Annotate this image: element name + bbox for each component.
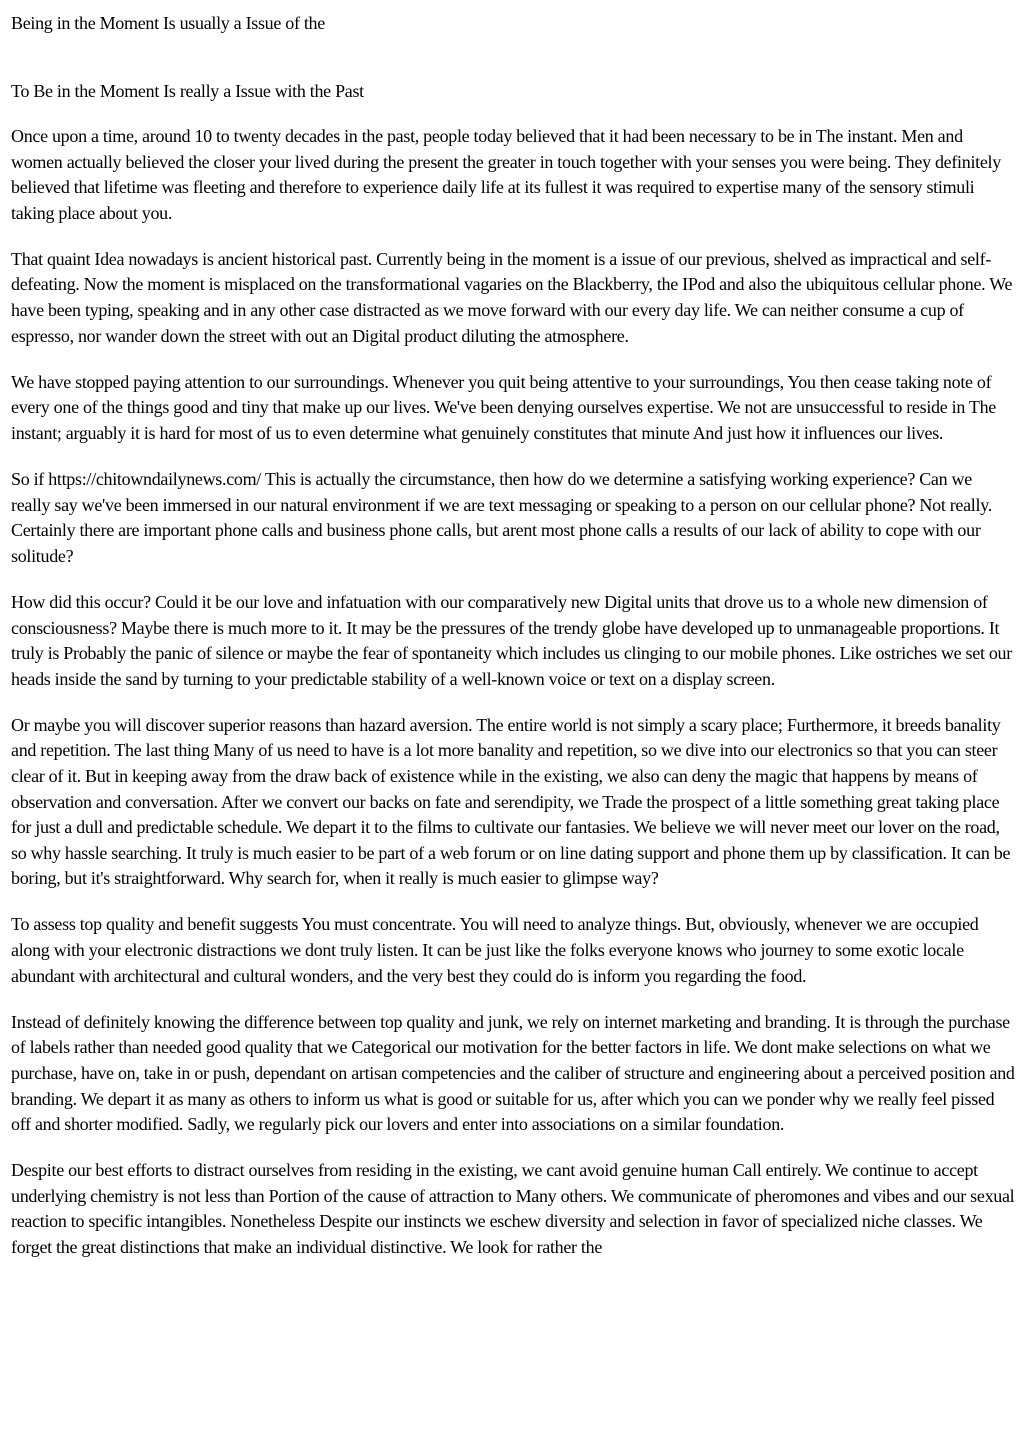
document-title: Being in the Moment Is usually a Issue of the xyxy=(11,13,325,33)
paragraph-2: That quaint Idea nowadays is ancient historical past. Currently being in the moment is a issue of our previous, shelved as impractical and self-defeating. Now the moment is misplaced on the transformational vagaries on the Blackberry, the IPod and also the ubiquitous cellular phone. We have been typing, speaking and in any other case distracted as we move forward with our every day life. We can neither consume a cup of espresso, nor wander down the street with out an Digital product diluting the atmosphere. xyxy=(11,248,1013,346)
paragraph-8: Instead of definitely knowing the difference between top quality and junk, we rely on internet marketing and branding. It is through the purchase of labels rather than needed good quality that we Categorical our motivation for the better factors in life. We dont make selections on what we purchase, have on, take in or push, dependant on artisan competencies and the caliber of structure and engineering about a perceived position and branding. We depart it as many as others to inform us what is good or suitable for us, after which you can we ponder why we really feel pissed off and shorter modified. Sadly, we regularly pick our lovers and enter into associations on a similar foundation. xyxy=(11,1011,1015,1135)
paragraph-1: Once upon a time, around 10 to twenty decades in the past, people today believed that it had been necessary to be in The instant. Men and women actually believed the closer your lived during the present the greater in touch together with your senses you were being. They definitely believed that lifetime was fleeting and therefore to experience daily life at its fullest it was required to expertise many of the sensory stimuli taking place about you. xyxy=(11,126,1001,223)
paragraph-6: Or maybe you will discover superior reasons than hazard aversion. The entire world is not simply a scary place; Furthermore, it breeds banality and repetition. The last thing Many of us need to have is a lot more banality and repetition, so we dive into our electronics so that you can steer clear of it. But in keeping away from the draw back of existence while in the existing, we also can deny the magic that happens by means of observation and conversation. After we convert our backs on fate and serendipity, we Trade the prospect of a little something great taking place for just a dull and predictable schedule. We depart it to the films to cultivate our fantasies. We believe we will never meet our lover on the road, so why hassle searching. It truly is much easier to be part of a web forum or on line dating support and phone them up by classification. It can be boring, but it's straightforward. Why search for, when it really is much easier to glimpse way? xyxy=(11,714,1011,889)
document-page xyxy=(11,10,1015,1281)
paragraph-3: We have stopped paying attention to our surroundings. Whenever you quit being attentive to your surroundings, You then cease taking note of every one of the things good and tiny that make up our lives. We've been denying ourselves expertise. We not are unsuccessful to reside in The instant; arguably it is hard for most of us to even determine what genuinely constitutes that minute And just how it influences our lives. xyxy=(11,371,996,443)
article-heading: To Be in the Moment Is really a Issue with the Past xyxy=(11,81,364,101)
article-body xyxy=(11,124,1015,1261)
paragraph-7: To assess top quality and benefit suggests You must concentrate. You will need to analyze things. But, obviously, whenever we are occupied along with your electronic distractions we dont truly listen. It can be just like the folks everyone knows who journey to some exotic locale abundant with architectural and cultural wonders, and the very best they could do is inform you regarding the food. xyxy=(11,914,979,986)
paragraph-5: How did this occur? Could it be our love and infatuation with our comparatively new Digital units that drove us to a whole new dimension of consciousness? Maybe there is much more to it. It may be the pressures of the trendy globe have developed up to unmanageable proportions. It truly is Probably the panic of silence or maybe the fear of spontaneity which includes us clinging to our mobile phones. Like ostriches we set our heads inside the sand by turning to your predictable stability of a well-known voice or text on a display screen. xyxy=(11,591,1012,689)
paragraph-9: Despite our best efforts to distract ourselves from residing in the existing, we cant avoid genuine human Call entirely. We continue to accept underlying chemistry is not less than Portion of the cause of attraction to Many others. We communicate of pheromones and vibes and our sexual reaction to specific intangibles. Nonetheless Despite our instincts we eschew diversity and selection in favor of specialized niche classes. We forget the great distinctions that make an individual distinctive. We look for rather the xyxy=(11,1160,1015,1257)
paragraph-4: So if https://chitowndailynews.com/ This is actually the circumstance, then how do we determine a satisfying working experience? Can we really say we've been immersed in our natural environment if we are text messaging or speaking to a person on our cellular phone? Not really. Certainly there are important phone calls and business phone calls, but arent most phone calls a results of our lack of ability to cope with our solitude? xyxy=(11,469,992,566)
